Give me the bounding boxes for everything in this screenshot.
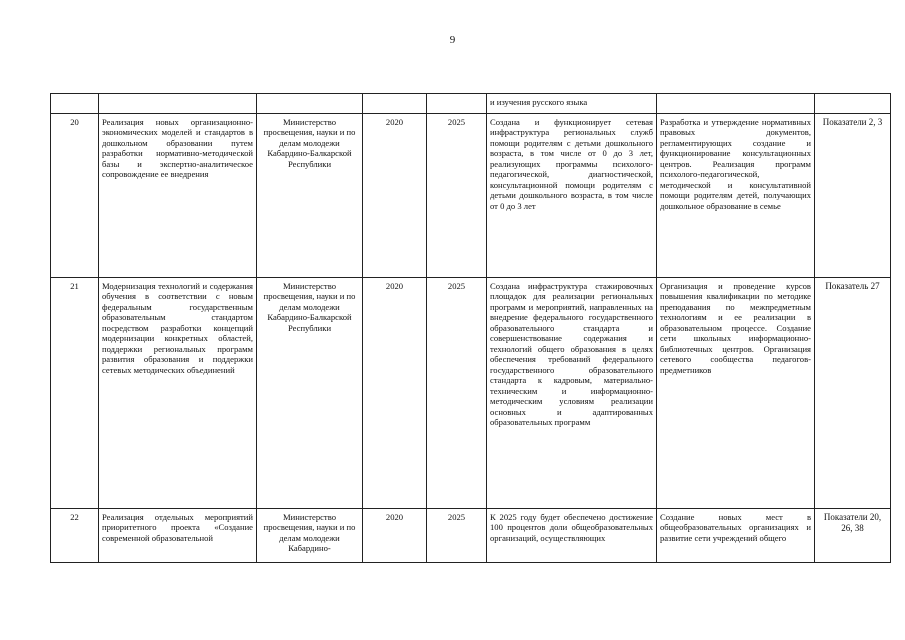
measure-name: Реализация отдельных мероприятий приоритетного проекта «Создание современной образовательной [99, 509, 257, 563]
end-year: 2025 [427, 509, 487, 563]
start-year: 2020 [363, 278, 427, 509]
row-number: 21 [51, 278, 99, 509]
indicators: Показатели 20, 26, 38 [815, 509, 891, 563]
measure-name: Реализация новых организационно-экономических моделей и стандартов в дошкольном образовании путем разработки нормативно-методической базы и экспертно-аналитическое сопровождение ее внедрения [99, 114, 257, 278]
main-activities [657, 94, 815, 114]
executor: Министерство просвещения, науки и по делам молодежи Кабардино-Балкарской Республики [257, 278, 363, 509]
row-number: 22 [51, 509, 99, 563]
main-activities: Разработка и утверждение нормативных правовых документов, регламентирующих создание и функционирование консультационных центров. Реализация программ психолого-педагогической, методической и консультативной помощи родителям детей, получающих дошкольное образование в семье [657, 114, 815, 278]
executor: Министерство просвещения, науки и по делам молодежи Кабардино- [257, 509, 363, 563]
end-year: 2025 [427, 278, 487, 509]
expected-result: Создана и функционирует сетевая инфраструктура региональных служб помощи родителям с детьми дошкольного возраста, в том числе от 0 до 3 лет, реализующих программы психолого-педагогической, диагностической, консультационной помощи родителям с детьми дошкольного возраста, в том числе от 0 до 3 лет [487, 114, 657, 278]
expected-result: и изучения русского языка [487, 94, 657, 114]
indicators: Показатель 27 [815, 278, 891, 509]
measure-name: Модернизация технологий и содержания обучения в соответствии с новым федеральным государственным образовательным стандартом посредством разработки концепций модернизации конкретных областей, поддержки региональных программ развития образования и поддержки сетевых методических объединений [99, 278, 257, 509]
indicators [815, 94, 891, 114]
table-row [51, 114, 891, 278]
expected-result: Создана инфраструктура стажировочных площадок для реализации региональных программ и мероприятий, направленных на внедрение федерального государственного образовательного стандарта и совершенствование содержания и технологий общего образования в целях обеспечения требований федерального государственного образовательного стандарта к кадровым, материально-техническим и информационно-методическим условиям реализации основных и адаптированных образовательных программ [487, 278, 657, 509]
start-year: 2020 [363, 509, 427, 563]
row-number: 20 [51, 114, 99, 278]
main-activities: Организация и проведение курсов повышения квалификации по методике преподавания по межпредметным технологиям и ее реализации в образовательном процессе. Создание сети школьных информационно-библиотечных центров. Организация сетевого сообщества педагогов-предметников [657, 278, 815, 509]
row-number [51, 94, 99, 114]
end-year: 2025 [427, 114, 487, 278]
main-activities: Создание новых мест в общеобразовательных организациях и развитие сети учреждений общего [657, 509, 815, 563]
expected-result: К 2025 году будет обеспечено достижение 100 процентов доли общеобразовательных организаций, осуществляющих [487, 509, 657, 563]
indicators: Показатели 2, 3 [815, 114, 891, 278]
table-row [51, 509, 891, 563]
table-row [51, 278, 891, 509]
executor [257, 94, 363, 114]
start-year: 2020 [363, 114, 427, 278]
executor: Министерство просвещения, науки и по делам молодежи Кабардино-Балкарской Республики [257, 114, 363, 278]
end-year [427, 94, 487, 114]
measure-name [99, 94, 257, 114]
page-number: 9 [449, 34, 456, 46]
table-row [51, 94, 891, 114]
program-table [50, 93, 891, 563]
start-year [363, 94, 427, 114]
